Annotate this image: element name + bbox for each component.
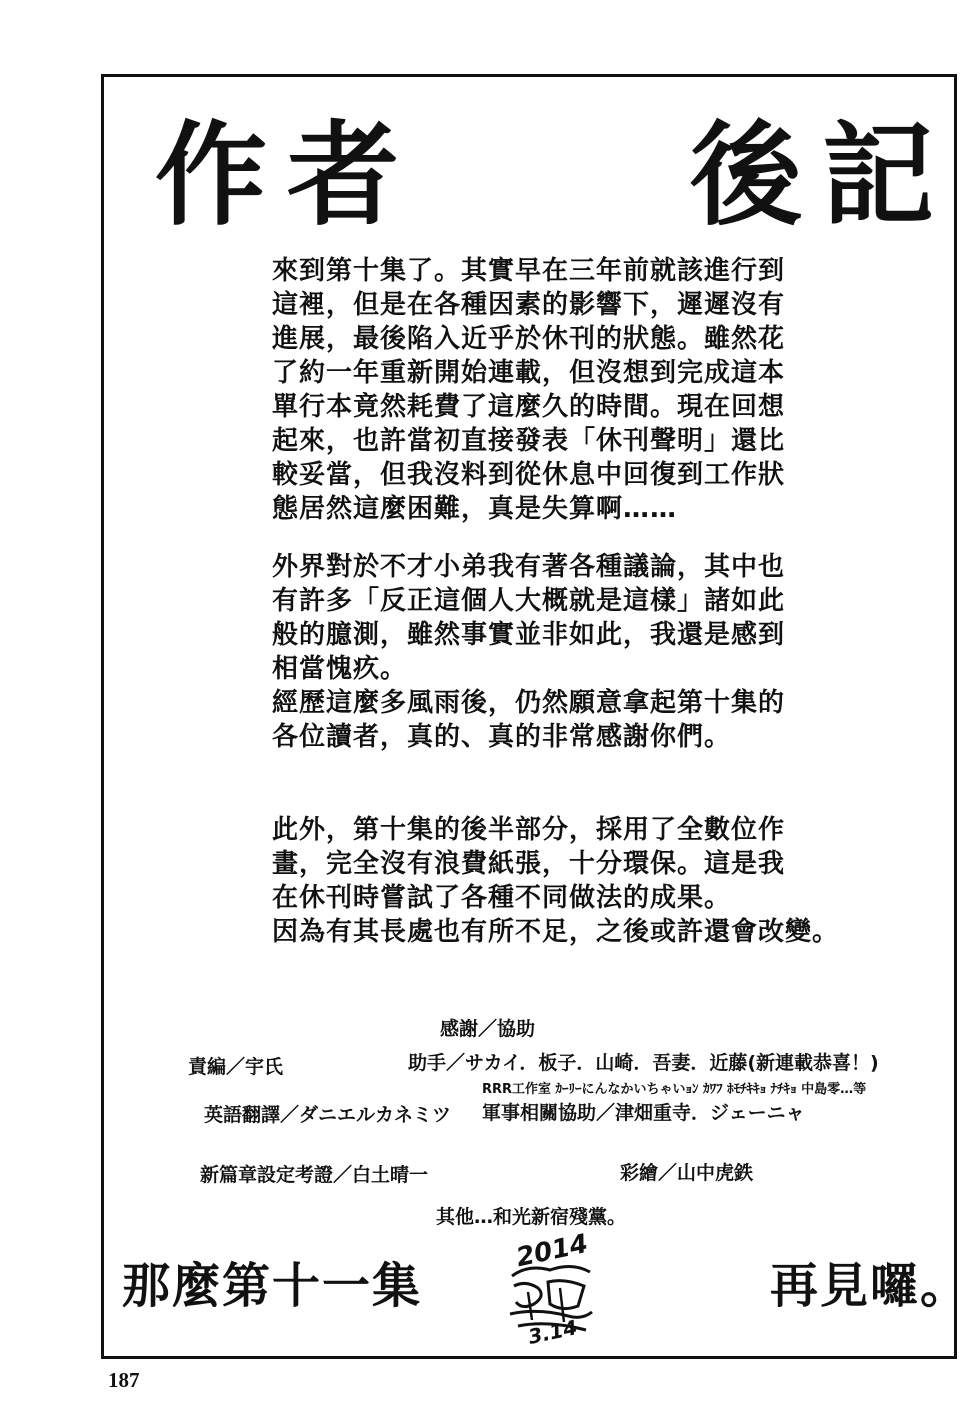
paragraph-line: 來到第十集了。其實早在三年前就該進行到 [272, 256, 786, 286]
credits-heading: 感謝／協助 [440, 1018, 536, 1040]
title-author: 作者 [155, 111, 419, 241]
paragraph-line: 經歷這麼多風雨後，仍然願意拿起第十集的 [272, 688, 786, 718]
page-number: 187 [108, 1368, 140, 1392]
paragraph-line: 外界對於不才小弟我有著各種議論，其中也 [272, 552, 786, 582]
credit-research: 新篇章設定考證／白土晴一 [200, 1164, 429, 1186]
credit-others: 其他…和光新宿殘黨。 [436, 1206, 627, 1228]
paragraph-line: 有許多「反正這個人大概就是這樣」諸如此 [272, 586, 786, 616]
credit-military: 軍事相關協助／津畑重寺．ジェーニャ [482, 1102, 805, 1124]
signature-year: 2014 [513, 1228, 591, 1274]
credit-translation: 英語翻譯／ダニエルカネミツ [204, 1104, 452, 1126]
signature-date: 3.14 [526, 1315, 580, 1349]
paragraph-line: 這裡，但是在各種因素的影響下，遲遲沒有 [272, 290, 786, 320]
credit-color: 彩繪／山中虎鉄 [620, 1162, 754, 1184]
paragraph-2 [272, 550, 812, 754]
paragraph-line: 單行本竟然耗費了這麼久的時間。現在回想 [272, 392, 786, 422]
paragraph-line: 了約一年重新開始連載，但沒想到完成這本 [272, 358, 786, 388]
paragraph-1 [272, 254, 812, 526]
paragraph-line: 各位讀者，真的、真的非常感謝你們。 [272, 722, 732, 752]
paragraph-line: 態居然這麼困難，真是失算啊…… [272, 494, 678, 524]
credit-studio: RRR工作室 ｶｰﾘｰにんなかいちゃいｮﾝ ｶﾜﾌ ﾎﾓﾁｷｷｮ ﾅﾁｷｮ 中島零…等 [482, 1082, 867, 1097]
closing-left-text: 那麼第十一集 [122, 1258, 423, 1314]
paragraph-line: 般的臆測，雖然事實並非如此，我還是感到 [272, 620, 786, 650]
credit-assistants: 助手／サカイ．板子．山崎．吾妻．近藤(新連載恭喜！) [408, 1052, 879, 1074]
paragraph-line: 因為有其長處也有所不足，之後或許還會改變。 [272, 917, 840, 947]
paragraph-line: 進展，最後陷入近乎於休刊的狀態。雖然花 [272, 324, 786, 354]
paragraph-line: 此外，第十集的後半部分，採用了全數位作 [272, 815, 786, 845]
closing-right-text: 再見囉。 [770, 1258, 971, 1314]
paragraph-line: 相當愧疚。 [272, 654, 408, 684]
credit-editor: 責編／宇氏 [188, 1056, 284, 1078]
paragraph-line: 畫，完全沒有浪費紙張，十分環保。這是我 [272, 849, 786, 879]
title-afterword: 後記 [690, 111, 954, 241]
paragraph-line: 較妥當，但我沒料到從休息中回復到工作狀 [272, 460, 786, 490]
paragraph-line: 起來，也許當初直接發表「休刊聲明」還比 [272, 426, 786, 456]
paragraph-3 [272, 813, 840, 949]
paragraph-line: 在休刊時嘗試了各種不同做法的成果。 [272, 883, 732, 913]
